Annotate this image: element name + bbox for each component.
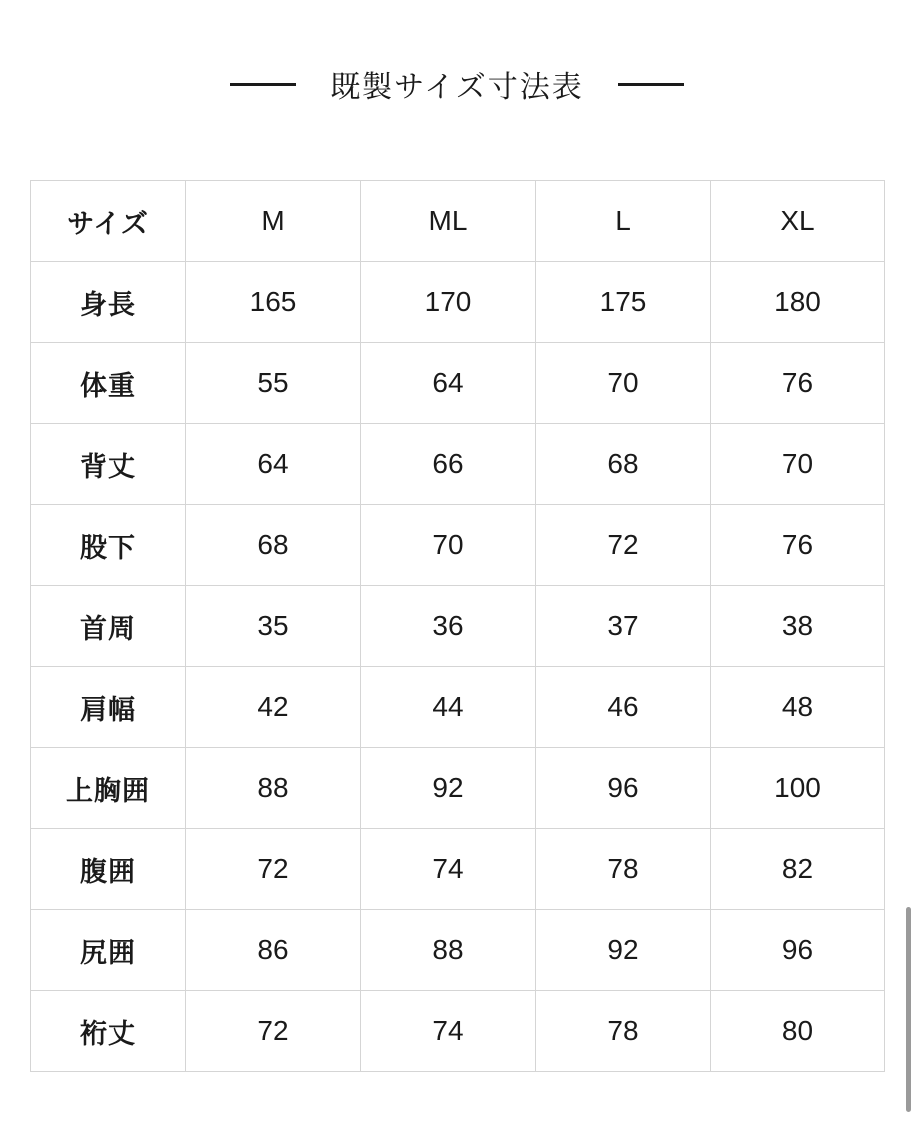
table-row — [31, 262, 885, 343]
table-cell: 78 — [536, 991, 711, 1072]
table-cell: 72 — [186, 829, 361, 910]
table-cell: 36 — [361, 586, 536, 667]
table-cell: 92 — [361, 748, 536, 829]
column-header-m: M — [186, 181, 361, 262]
table-cell: 64 — [361, 343, 536, 424]
column-header-ml: ML — [361, 181, 536, 262]
row-label: 肩幅 — [31, 667, 186, 748]
table-cell: 37 — [536, 586, 711, 667]
table-cell: 74 — [361, 829, 536, 910]
column-header-size: サイズ — [31, 181, 186, 262]
table-row — [31, 748, 885, 829]
page-title-text: 既製サイズ寸法表 — [330, 71, 584, 104]
row-label: 首周 — [31, 586, 186, 667]
table-cell: 70 — [536, 343, 711, 424]
table-cell: 72 — [536, 505, 711, 586]
table-cell: 48 — [711, 667, 885, 748]
table-row — [31, 667, 885, 748]
table-cell: 68 — [186, 505, 361, 586]
table-cell: 170 — [361, 262, 536, 343]
row-label: 腹囲 — [31, 829, 186, 910]
table-cell: 74 — [361, 991, 536, 1072]
row-label: 尻囲 — [31, 910, 186, 991]
table-cell: 96 — [711, 910, 885, 991]
table-row — [31, 586, 885, 667]
table-cell: 78 — [536, 829, 711, 910]
table-cell: 70 — [711, 424, 885, 505]
table-cell: 175 — [536, 262, 711, 343]
table-row — [31, 343, 885, 424]
table-cell: 100 — [711, 748, 885, 829]
table-cell: 38 — [711, 586, 885, 667]
table-header-row — [31, 181, 885, 262]
table-cell: 92 — [536, 910, 711, 991]
row-label: 背丈 — [31, 424, 186, 505]
table-row — [31, 829, 885, 910]
table-cell: 64 — [186, 424, 361, 505]
title-rule-right-icon — [618, 83, 684, 86]
page-title — [0, 62, 914, 106]
table-cell: 35 — [186, 586, 361, 667]
table-cell: 96 — [536, 748, 711, 829]
table-cell: 42 — [186, 667, 361, 748]
table-cell: 46 — [536, 667, 711, 748]
table-cell: 44 — [361, 667, 536, 748]
table-row — [31, 505, 885, 586]
row-label: 体重 — [31, 343, 186, 424]
row-label: 身長 — [31, 262, 186, 343]
table-row — [31, 991, 885, 1072]
table-cell: 66 — [361, 424, 536, 505]
table-cell: 55 — [186, 343, 361, 424]
table-cell: 76 — [711, 343, 885, 424]
table-cell: 72 — [186, 991, 361, 1072]
table-row — [31, 424, 885, 505]
table-row — [31, 910, 885, 991]
table-cell: 80 — [711, 991, 885, 1072]
vertical-scrollbar[interactable] — [906, 907, 911, 1112]
column-header-l: L — [536, 181, 711, 262]
size-table — [30, 180, 885, 1072]
table-cell: 70 — [361, 505, 536, 586]
row-label: 上胸囲 — [31, 748, 186, 829]
row-label: 股下 — [31, 505, 186, 586]
title-rule-left-icon — [230, 83, 296, 86]
table-cell: 180 — [711, 262, 885, 343]
table-cell: 68 — [536, 424, 711, 505]
table-cell: 82 — [711, 829, 885, 910]
table-cell: 88 — [361, 910, 536, 991]
row-label: 裄丈 — [31, 991, 186, 1072]
table-cell: 165 — [186, 262, 361, 343]
size-table-container — [30, 106, 884, 1072]
table-cell: 86 — [186, 910, 361, 991]
column-header-xl: XL — [711, 181, 885, 262]
table-cell: 76 — [711, 505, 885, 586]
document-page — [0, 62, 914, 1142]
table-cell: 88 — [186, 748, 361, 829]
